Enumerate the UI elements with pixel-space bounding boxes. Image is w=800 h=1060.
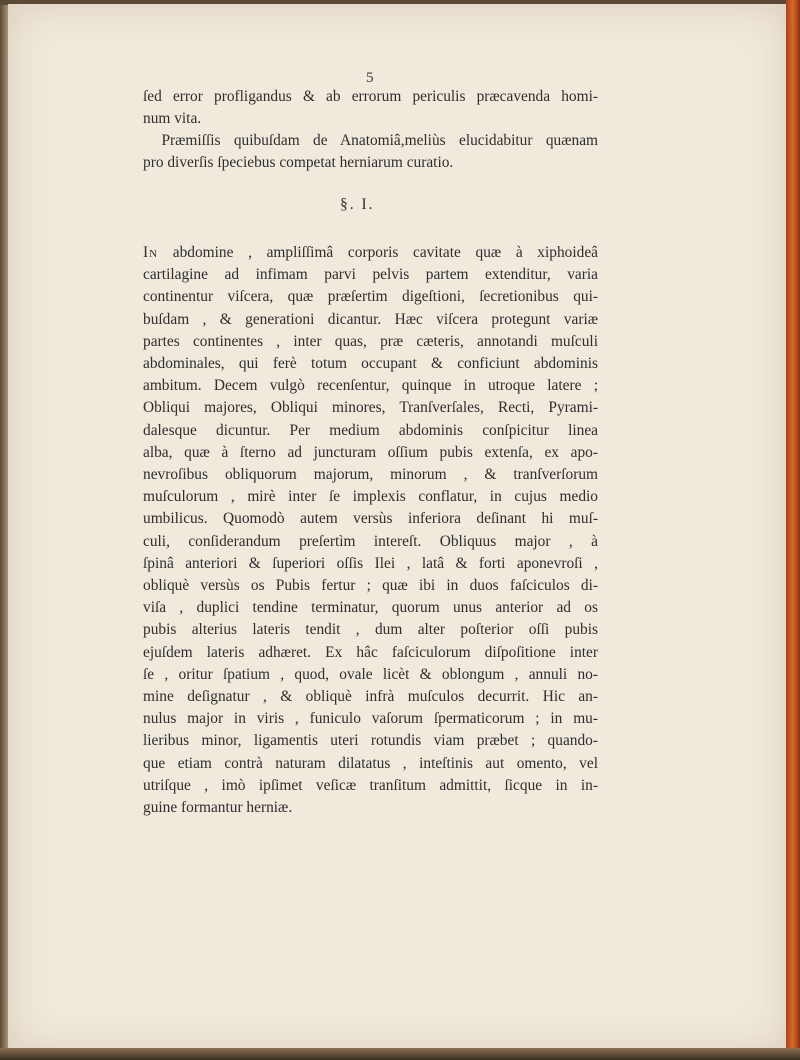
text-line: abdominales, qui ferè totum occupant & conficiunt abdominis <box>143 355 598 373</box>
text-line: num vita. <box>143 110 202 128</box>
initial-word: In <box>143 244 159 261</box>
text-line: que etiam contrà naturam dilatatus , inteſtinis aut omento, vel <box>143 754 598 772</box>
text-line: mine deſignatur , & obliquè infrà muſculos decurrit. Hic an- <box>143 688 598 706</box>
text-line: obliquè versùs os Pubis fertur ; quæ ibi in duos faſciculos di- <box>143 577 598 595</box>
text-line: Præmiſſis quibuſdam de Anatomiâ,meliùs elucidabitur quænam <box>161 132 598 149</box>
page-bottom-edge <box>0 1048 800 1060</box>
text-line: buſdam , & generationi dicantur. Hæc viſcera protegunt variæ <box>143 310 598 328</box>
paragraph-abdomen <box>143 242 598 819</box>
page-left-edge <box>0 0 8 1060</box>
text-line: ſe , oritur ſpatium , quod, ovale licèt & oblongum , annuli no- <box>143 665 598 683</box>
text-line: partes continentes , inter quas, præ cæteris, annotandi muſculi <box>143 332 598 350</box>
paragraph-premise <box>143 130 598 174</box>
text-line: nulus major in viris , funiculo vaſorum ſpermaticorum ; in mu- <box>143 710 598 728</box>
text-line: viſa , duplici tendine terminatur, quorum unus anterior ad os <box>143 599 598 617</box>
text-line: nevroſibus obliquorum majorum, minorum , & tranſverſorum <box>143 466 598 484</box>
text-line: pubis alterius lateris tendit , dum alter poſterior oſſi pubis <box>143 621 598 639</box>
text-line: alba, quæ à ſterno ad juncturam oſſium pubis extenſa, ex apo- <box>143 443 598 461</box>
text-line: pro diverſis ſpeciebus competat herniarum curatio. <box>143 154 454 172</box>
page-number: 5 <box>366 70 374 86</box>
text-line: lieribus minor, ligamentis uteri rotundis viam præbet ; quando- <box>143 732 598 750</box>
text-line: umbilicus. Quomodò autem versùs inferiora deſinant hi muſ- <box>143 510 598 528</box>
text-line: Obliqui majores, Obliqui minores, Tranſverſales, Recti, Pyrami- <box>143 399 598 417</box>
text-line-rest: abdomine , ampliſſimâ corporis cavitate quæ à xiphoideâ <box>158 244 598 261</box>
text-line: ſed error profligandus & ab errorum periculis præcavenda homi- <box>143 88 598 105</box>
text-line: guine formantur herniæ. <box>143 799 293 817</box>
text-line: cartilagine ad infimam parvi pelvis partem extenditur, varia <box>143 266 598 284</box>
section-heading: §. I. <box>340 196 375 213</box>
text-line: ejuſdem lateris adhæret. Ex hâc faſciculorum diſpoſitione inter <box>143 643 598 661</box>
text-line: dalesque dicuntur. Per medium abdominis conſpicitur linea <box>143 421 598 439</box>
text-line: continentur viſcera, quæ præſertim digeſtioni, ſecretionibus qui- <box>143 288 598 306</box>
text-line: ſpinâ anteriori & ſuperiori oſſis Ilei , latâ & forti aponevroſi , <box>143 554 598 572</box>
text-line: culi, conſiderandum preſertìm intereſt. Obliquus major , à <box>143 532 598 550</box>
text-line <box>143 242 598 264</box>
text-line: utriſque , imò ipſimet veſicæ tranſitum admittit, ſicque in in- <box>143 776 598 794</box>
text-line: ambitum. Decem vulgò recenſentur, quinque in utroque latere ; <box>143 377 598 395</box>
paragraph-intro-end <box>143 86 598 130</box>
page-right-edge <box>786 0 800 1060</box>
text-line: muſculorum , mirè inter ſe implexis conflatur, in cujus medio <box>143 488 598 506</box>
